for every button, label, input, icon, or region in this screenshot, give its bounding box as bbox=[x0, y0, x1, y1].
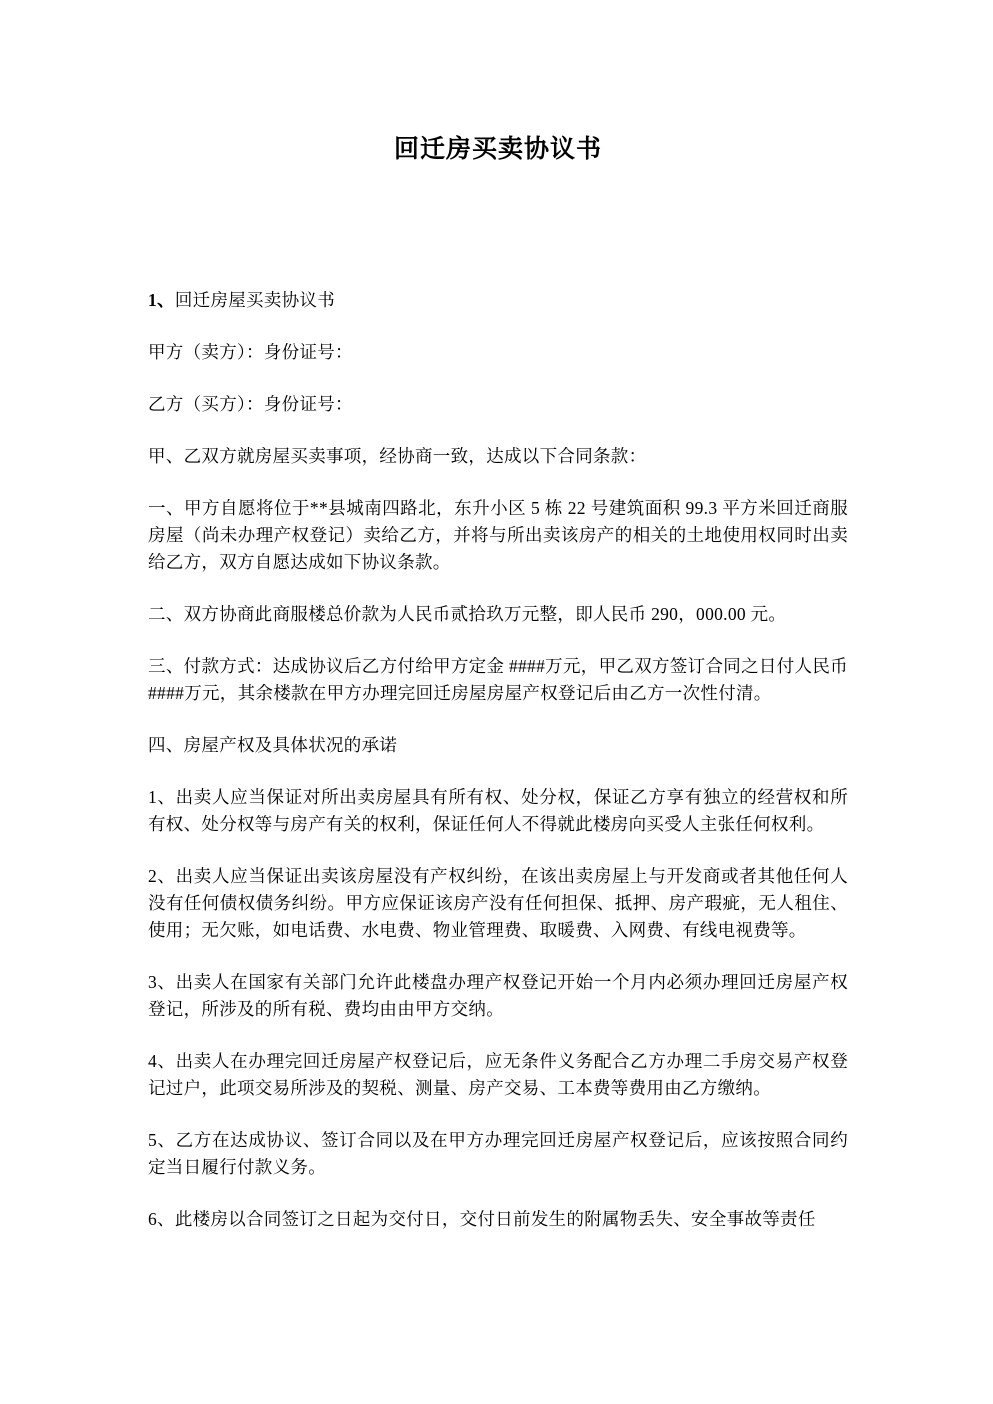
paragraph-clause-3: 三、付款方式：达成协议后乙方付给甲方定金 ####万元，甲乙双方签订合同之日付人民币####万元，其余楼款在甲方办理完回迁房屋房屋产权登记后由乙方一次性付清。 bbox=[148, 656, 848, 703]
paragraph-item-1: 1、出卖人应当保证对所出卖房屋具有所有权、处分权，保证乙方享有独立的经营权和所有权、处分权等与房产有关的权利，保证任何人不得就此楼房向买受人主张任何权利。 bbox=[148, 787, 848, 834]
paragraph-heading-1 bbox=[148, 287, 848, 314]
paragraph-preamble: 甲、乙双方就房屋买卖事项，经协商一致，达成以下合同条款： bbox=[148, 446, 647, 466]
paragraph-text: 回迁房屋买卖协议书 bbox=[174, 290, 336, 310]
paragraph-item-3: 3、出卖人在国家有关部门允许此楼盘办理产权登记开始一个月内必须办理回迁房屋产权登记，所涉及的所有税、费均由由甲方交纳。 bbox=[148, 972, 848, 1019]
document-title: 回迁房买卖协议书 bbox=[393, 136, 602, 163]
paragraph-party-b: 乙方（买方）：身份证号： bbox=[148, 394, 353, 414]
paragraph-item-2: 2、出卖人应当保证出卖该房屋没有产权纠纷，在该出卖房屋上与开发商或者其他任何人没有任何债权债务纠纷。甲方应保证该房产没有任何担保、抵押、房产瑕疵，无人租住、使用；无欠账，如电话费、水电费、物业管理费、取暖费、入网费、有线电视费等。 bbox=[148, 866, 848, 940]
document-content bbox=[148, 133, 848, 1258]
document-body bbox=[148, 287, 848, 1233]
paragraph-item-4: 4、出卖人在办理完回迁房屋产权登记后，应无条件义务配合乙方办理二手房交易产权登记过户，此项交易所涉及的契税、测量、房产交易、工本费等费用由乙方缴纳。 bbox=[148, 1051, 848, 1098]
paragraph-clause-2: 二、双方协商此商服楼总价款为人民币贰拾玖万元整，即人民币 290，000.00 元。 bbox=[148, 604, 787, 624]
paragraph-item-6: 6、此楼房以合同签订之日起为交付日，交付日前发生的附属物丢失、安全事故等责任 bbox=[148, 1209, 816, 1229]
paragraph-party-a: 甲方（卖方）：身份证号： bbox=[148, 342, 353, 362]
paragraph-item-5: 5、乙方在达成协议、签订合同以及在甲方办理完回迁房屋产权登记后，应该按照合同约定当日履行付款义务。 bbox=[148, 1130, 848, 1177]
paragraph-clause-4: 四、房屋产权及具体状况的承诺 bbox=[148, 735, 398, 755]
paragraph-clause-1: 一、甲方自愿将位于**县城南四路北，东升小区 5 栋 22 号建筑面积 99.3 平方米回迁商服房屋（尚未办理产权登记）卖给乙方，并将与所出卖该房产的相关的土地使用权同时出卖给乙方，双方自愿达成如下协议条款。 bbox=[148, 498, 848, 572]
paragraph-number: 1、 bbox=[148, 290, 175, 310]
